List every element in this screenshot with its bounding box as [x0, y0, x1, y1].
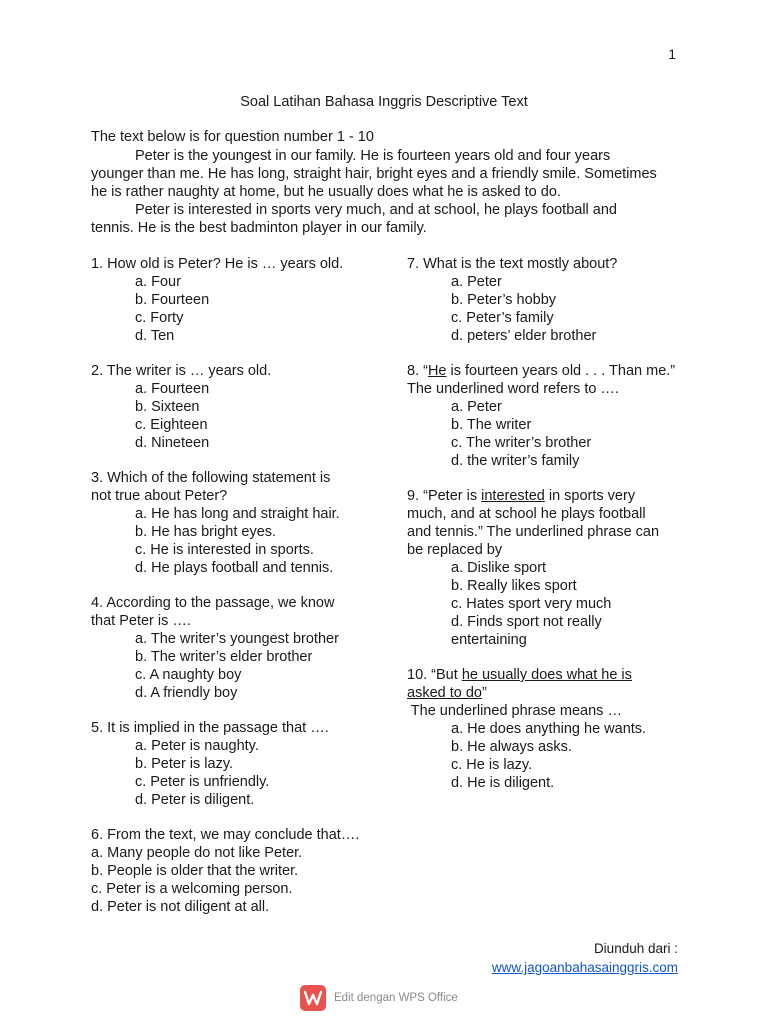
- answer-option: b. Really likes sport: [451, 578, 577, 594]
- question-6: [91, 826, 359, 916]
- answer-option: d. Ten: [135, 328, 175, 344]
- answer-option: b. The writer’s elder brother: [135, 649, 313, 665]
- answer-option: a. He has long and straight hair.: [135, 506, 340, 522]
- question-stem: be replaced by: [407, 542, 503, 558]
- question-3: [91, 469, 359, 577]
- page-number: 1: [668, 46, 676, 62]
- answer-option: c. Peter is unfriendly.: [135, 774, 270, 790]
- question-1: [91, 255, 359, 345]
- question-stem: 1. How old is Peter? He is … years old.: [91, 256, 344, 272]
- source-website-link[interactable]: www.jagoanbahasainggris.com: [491, 960, 678, 975]
- answer-option: c. Forty: [135, 310, 184, 326]
- question-stem: not true about Peter?: [91, 488, 228, 504]
- right-question-column: [407, 255, 675, 792]
- passage-line: Peter is interested in sports very much, and at school, he plays football and: [135, 202, 617, 218]
- answer-option: d. the writer’s family: [451, 453, 580, 469]
- answer-option: c. Hates sport very much: [451, 596, 612, 612]
- underlined-word: interested: [481, 488, 545, 504]
- question-stem: The underlined word refers to ….: [407, 381, 619, 397]
- left-question-column: [91, 255, 359, 916]
- answer-option: a. Peter is naughty.: [135, 738, 259, 754]
- question-stem: 3. Which of the following statement is: [91, 470, 331, 486]
- question-stem: 2. The writer is … years old.: [91, 363, 272, 379]
- question-stem: 8. “He is fourteen years old . . . Than me.”: [407, 363, 676, 379]
- wps-logo-icon: [300, 985, 326, 1011]
- question-stem: that Peter is ….: [91, 613, 191, 629]
- question-stem: 4. According to the passage, we know: [91, 595, 335, 611]
- answer-option: b. People is older that the writer.: [91, 863, 299, 879]
- answer-option: b. Sixteen: [135, 399, 200, 415]
- question-stem: much, and at school he plays football: [407, 506, 646, 522]
- passage-intro: The text below is for question number 1 - 10: [91, 129, 374, 145]
- answer-option: c. He is lazy.: [451, 757, 533, 773]
- underlined-word: He: [427, 363, 447, 379]
- answer-option: d. Finds sport not really: [451, 614, 602, 630]
- document-title: Soal Latihan Bahasa Inggris Descriptive Text: [240, 94, 528, 110]
- passage-paragraph-2: [91, 201, 681, 237]
- underlined-phrase: asked to do: [407, 685, 482, 701]
- passage-line: younger than me. He has long, straight hair, bright eyes and a friendly smile. Sometimes: [91, 166, 657, 182]
- question-7: [407, 255, 675, 345]
- answer-option: c. A naughty boy: [135, 667, 242, 683]
- question-stem: 5. It is implied in the passage that ….: [91, 720, 329, 736]
- answer-option: a. Four: [135, 274, 181, 290]
- answer-option: c. Peter is a welcoming person.: [91, 881, 293, 897]
- answer-option: c. Eighteen: [135, 417, 208, 433]
- answer-option: b. Peter is lazy.: [135, 756, 234, 772]
- question-stem: asked to do”: [407, 685, 487, 701]
- wps-office-watermark[interactable]: [300, 985, 458, 1011]
- underlined-phrase: he usually does what he is: [461, 667, 632, 683]
- answer-option: d. He is diligent.: [451, 775, 555, 791]
- question-stem: 6. From the text, we may conclude that….: [91, 827, 360, 843]
- download-source-label: Diunduh dari :: [593, 941, 678, 956]
- question-stem: and tennis.” The underlined phrase can: [407, 524, 660, 540]
- answer-option: b. Fourteen: [135, 292, 210, 308]
- wps-edit-label: Edit dengan WPS Office: [334, 992, 458, 1004]
- passage-line: he is rather naughty at home, but he usually does what he is asked to do.: [91, 184, 561, 200]
- answer-option: a. Peter: [451, 274, 502, 290]
- question-5: [91, 719, 359, 809]
- question-2: [91, 362, 359, 452]
- passage-line: Peter is the youngest in our family. He is fourteen years old and four years: [135, 148, 611, 164]
- question-stem: The underlined phrase means …: [407, 703, 622, 719]
- answer-option: d. He plays football and tennis.: [135, 560, 334, 576]
- answer-option: c. He is interested in sports.: [135, 542, 314, 558]
- question-10: [407, 666, 675, 792]
- answer-option: a. He does anything he wants.: [451, 721, 647, 737]
- question-4: [91, 594, 359, 702]
- question-stem: 9. “Peter is interested in sports very: [407, 488, 636, 504]
- answer-option: b. Peter’s hobby: [451, 292, 557, 308]
- answer-option: b. He always asks.: [451, 739, 572, 755]
- answer-option: b. The writer: [451, 417, 532, 433]
- answer-option: d. Peter is not diligent at all.: [91, 899, 270, 915]
- question-stem: 10. “But he usually does what he is: [407, 667, 632, 683]
- question-stem: 7. What is the text mostly about?: [407, 256, 618, 272]
- answer-option: c. The writer’s brother: [451, 435, 592, 451]
- answer-option: a. Many people do not like Peter.: [91, 845, 303, 861]
- passage-line: tennis. He is the best badminton player in our family.: [91, 220, 427, 236]
- answer-option: d. A friendly boy: [135, 685, 238, 701]
- answer-option: d. Nineteen: [135, 435, 210, 451]
- answer-option: d. Peter is diligent.: [135, 792, 255, 808]
- passage-paragraph-1: [91, 147, 681, 201]
- answer-option-continuation: entertaining: [451, 632, 527, 648]
- answer-option: a. Fourteen: [135, 381, 210, 397]
- answer-option: a. Peter: [451, 399, 502, 415]
- answer-option: d. peters’ elder brother: [451, 328, 597, 344]
- answer-option: a. Dislike sport: [451, 560, 547, 576]
- question-8: [407, 362, 675, 470]
- answer-option: c. Peter’s family: [451, 310, 554, 326]
- answer-option: b. He has bright eyes.: [135, 524, 277, 540]
- answer-option: a. The writer’s youngest brother: [135, 631, 339, 647]
- question-9: [407, 487, 675, 649]
